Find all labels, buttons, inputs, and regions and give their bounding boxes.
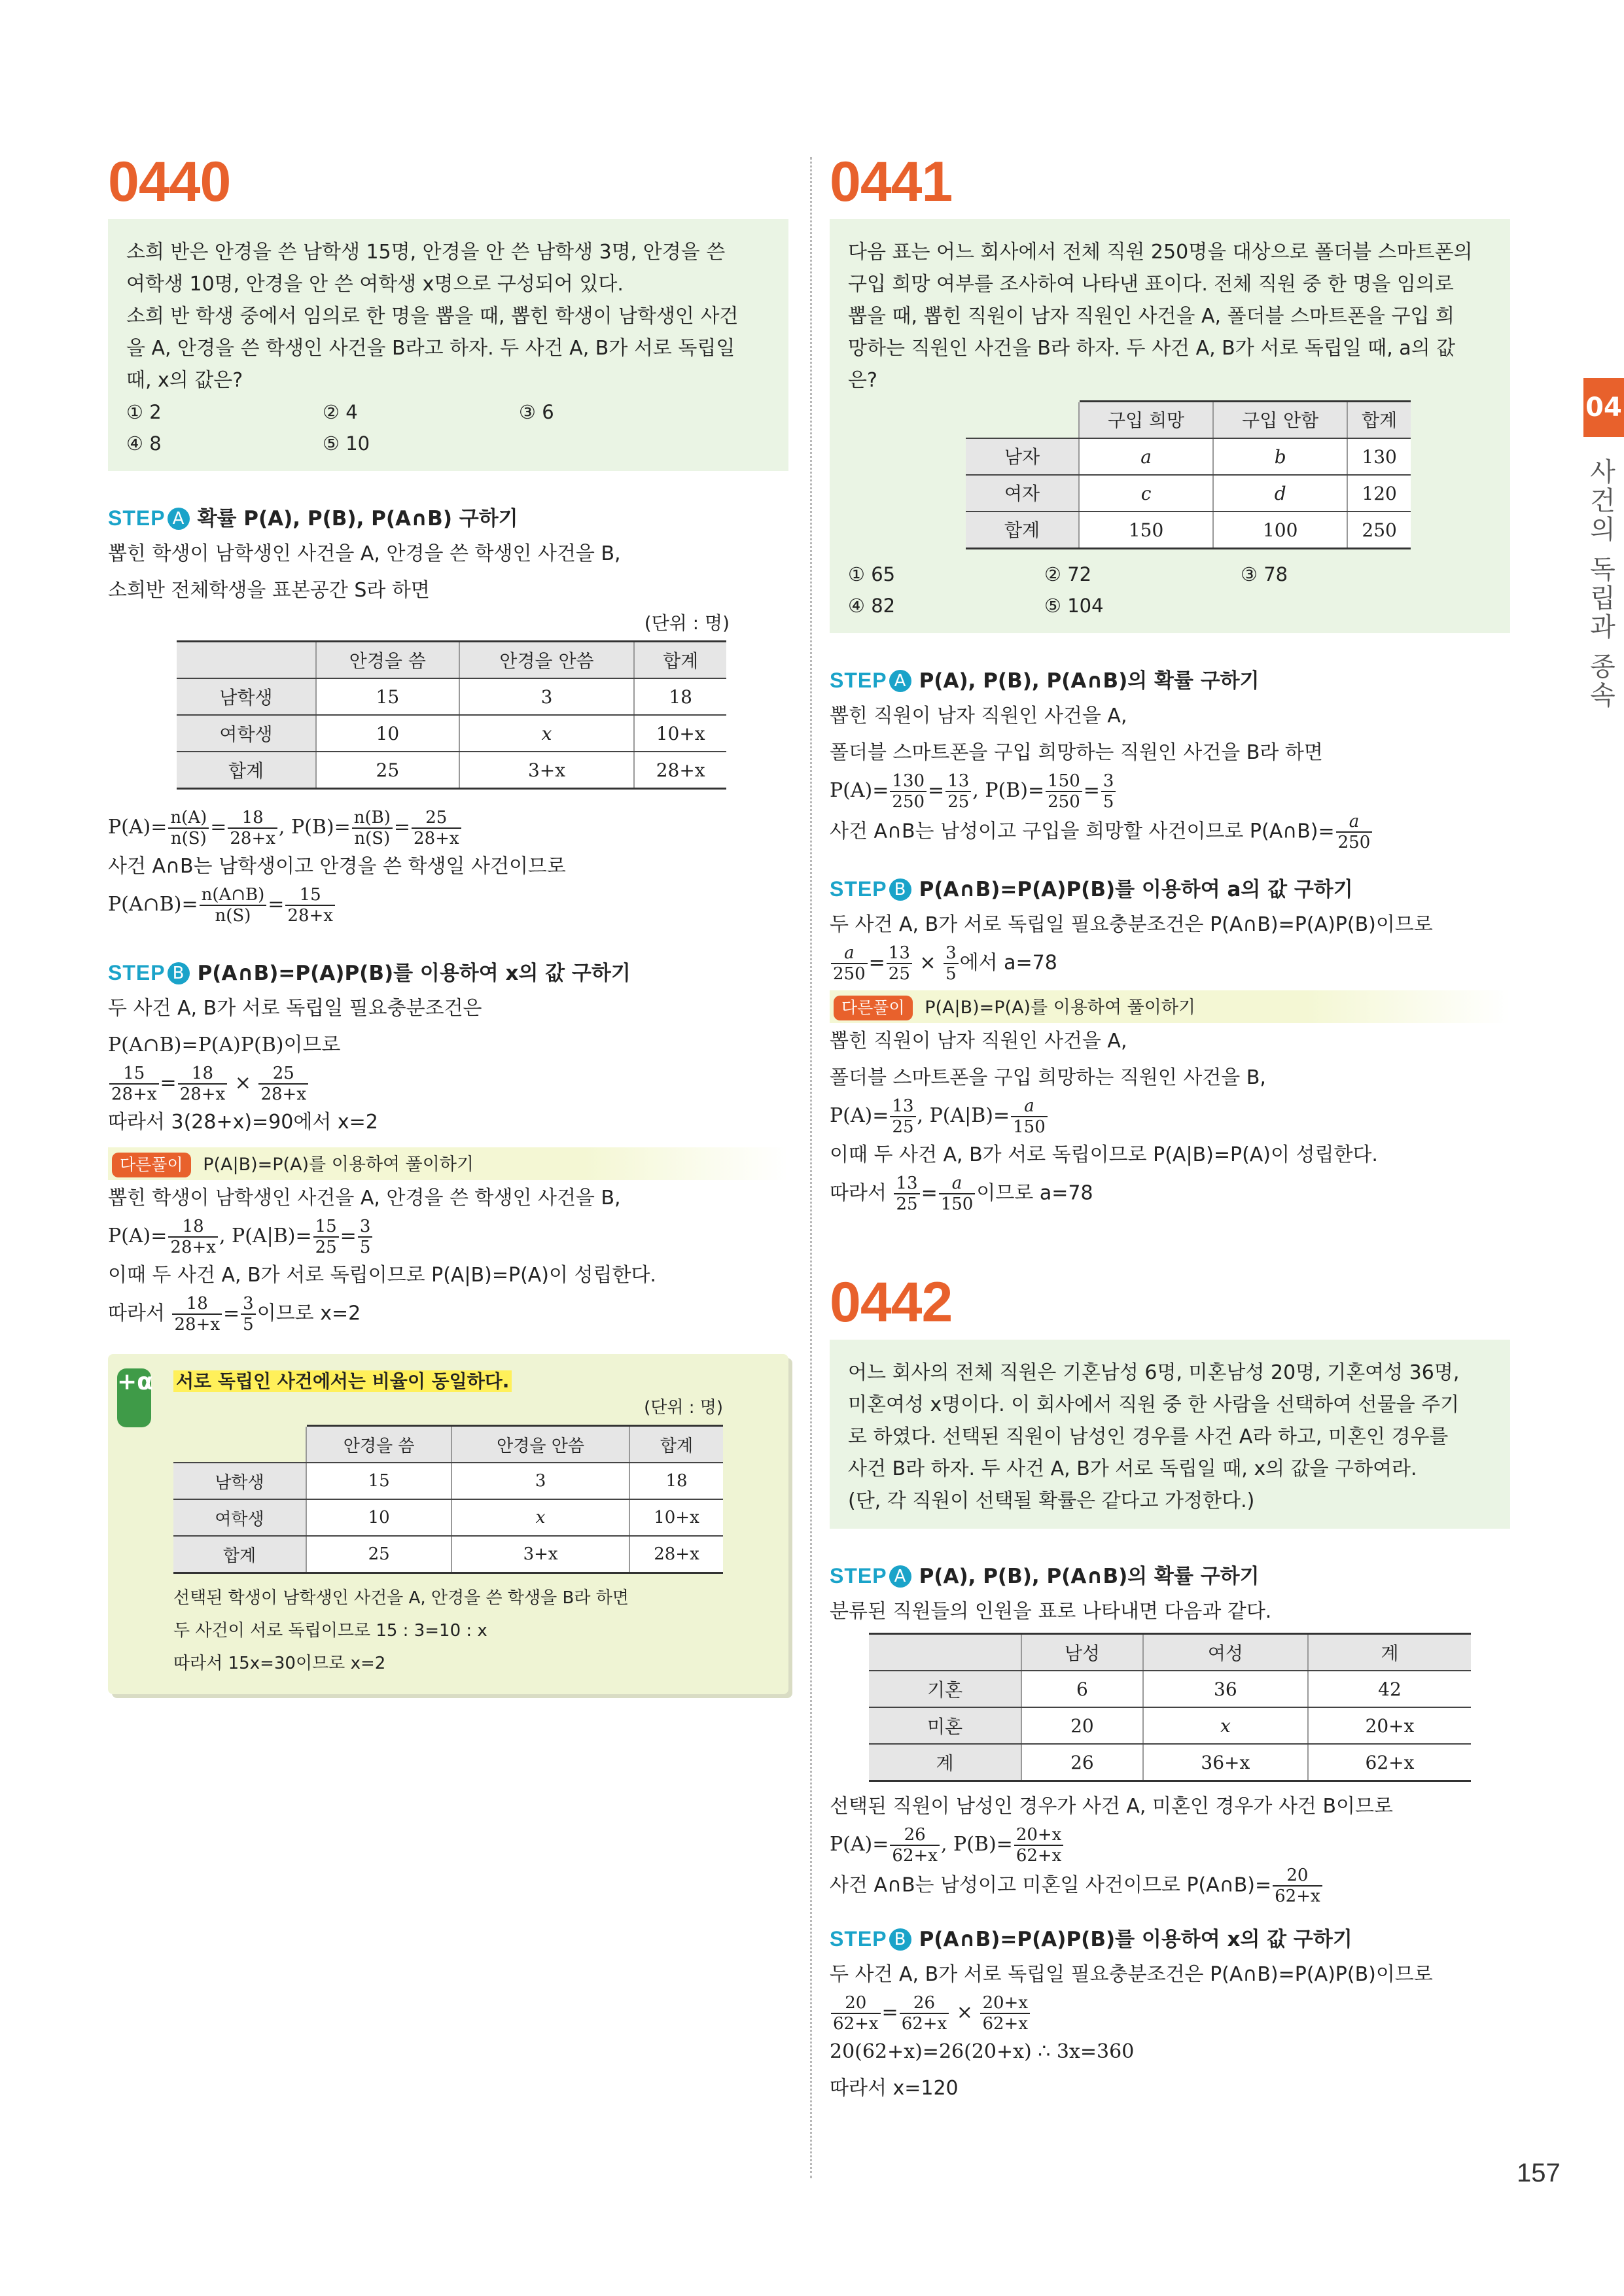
table-cell: b bbox=[1213, 438, 1347, 475]
question-line: 소희 반은 안경을 쓴 남학생 15명, 안경을 안 쓴 남학생 3명, 안경을 쓴 bbox=[126, 241, 726, 264]
step-a-heading bbox=[830, 663, 1510, 698]
step-title: P(A∩B)=P(A)P(B)를 이용하여 x의 값 구하기 bbox=[919, 1928, 1352, 1951]
numerator: 13 bbox=[945, 771, 971, 792]
solution-text: 분류된 직원들의 인원을 표로 나타내면 다음과 같다. bbox=[830, 1600, 1272, 1623]
numerator: 18 bbox=[228, 808, 277, 829]
table-row-header: 미혼 bbox=[869, 1707, 1021, 1744]
solution-text: 선택된 직원이 남성인 경우가 사건 A, 미혼인 경우가 사건 B이므로 bbox=[830, 1795, 1393, 1818]
question-line: 여학생 10명, 안경을 안 쓴 여학생 x명으로 구성되어 있다. bbox=[126, 273, 624, 296]
fraction bbox=[241, 1294, 256, 1334]
table-cell: 26 bbox=[1021, 1744, 1143, 1781]
step-title: P(A∩B)=P(A)P(B)를 이용하여 x의 값 구하기 bbox=[197, 962, 631, 985]
denominator: 5 bbox=[243, 1315, 254, 1334]
fraction bbox=[172, 1294, 222, 1334]
numerator: 15 bbox=[313, 1217, 339, 1238]
question-box bbox=[830, 1340, 1510, 1529]
plus-alpha-box bbox=[108, 1354, 788, 1694]
table-row-header: 합계 bbox=[966, 512, 1079, 549]
formula: P(A∩B)= $\frac{n(A\cap B)}{n(S)}$ = $\frac{15}{28+x}$ bbox=[108, 885, 788, 926]
table-cell: 6 bbox=[1021, 1671, 1143, 1707]
fraction bbox=[168, 808, 209, 848]
table-cell: x bbox=[1143, 1707, 1308, 1744]
choice: ① 2 bbox=[126, 401, 162, 423]
table-row-header: 남학생 bbox=[173, 1463, 306, 1499]
formula bbox=[830, 812, 1510, 852]
table-row-header: 남학생 bbox=[177, 678, 316, 715]
numerator: 15 bbox=[285, 885, 335, 906]
table-cell: x bbox=[451, 1499, 629, 1536]
table-cell: 130 bbox=[1347, 438, 1411, 475]
table-cell: 18 bbox=[634, 678, 726, 715]
table-cell: c bbox=[1079, 475, 1213, 512]
fraction bbox=[1011, 1096, 1048, 1137]
alt-title: P(A|B)=P(A)를 이용하여 풀이하기 bbox=[925, 998, 1195, 1018]
problem-0440 bbox=[108, 150, 788, 1694]
formula bbox=[108, 1064, 788, 1104]
solution-text: 폴더블 스마트폰을 구입 희망하는 직원인 사건을 B라 하면 bbox=[830, 741, 1323, 764]
solution-text: 20(62+x)=26(20+x) ∴ 3x=360 bbox=[830, 2040, 1135, 2063]
denominator: 5 bbox=[945, 964, 957, 984]
table-cell: 28+x bbox=[634, 752, 726, 789]
denominator: 25 bbox=[947, 792, 970, 812]
denominator: 28+x bbox=[111, 1085, 157, 1104]
question-box bbox=[108, 219, 788, 471]
step-title: P(A), P(B), P(A∩B)의 확률 구하기 bbox=[919, 669, 1260, 693]
numerator: a bbox=[939, 1174, 976, 1194]
denominator: 62+x bbox=[901, 2014, 947, 2034]
plus-alpha-icon: +α bbox=[117, 1368, 151, 1427]
denominator: n(S) bbox=[170, 829, 207, 848]
fraction bbox=[313, 1217, 339, 1257]
numerator: 3 bbox=[241, 1294, 256, 1315]
denominator: 28+x bbox=[287, 906, 333, 926]
table-cell: 25 bbox=[316, 752, 459, 789]
numerator: n(B) bbox=[352, 808, 393, 829]
fraction bbox=[831, 943, 868, 984]
fraction bbox=[890, 1096, 915, 1137]
problem-number: 0441 bbox=[830, 150, 953, 213]
formula-text: 따라서 bbox=[830, 1181, 893, 1205]
question-line: 미혼여성 x명이다. 이 회사에서 직원 중 한 사람을 선택하여 선물을 주기 bbox=[848, 1393, 1460, 1416]
table-row-header: 여학생 bbox=[177, 715, 316, 752]
question-line: 소희 반 학생 중에서 임의로 한 명을 뽑을 때, 뽑힌 학생이 남학생인 사건 bbox=[126, 305, 739, 328]
step-letter-icon: B bbox=[889, 1928, 911, 1951]
formula-text: 이므로 a=78 bbox=[976, 1181, 1093, 1205]
step-title: P(A∩B)=P(A)P(B)를 이용하여 a의 값 구하기 bbox=[919, 878, 1353, 901]
question-box bbox=[830, 219, 1510, 633]
solution-text: 따라서 3(28+x)=90에서 x=2 bbox=[108, 1111, 378, 1134]
formula-text: P(A)= bbox=[830, 1104, 889, 1127]
table-cell: 3 bbox=[459, 678, 635, 715]
denominator: 250 bbox=[1048, 792, 1080, 812]
fraction bbox=[939, 1174, 976, 1214]
choice: ③ 6 bbox=[519, 401, 554, 423]
numerator: n(A∩B) bbox=[200, 885, 267, 906]
denominator: 25 bbox=[888, 964, 910, 984]
numerator: 18 bbox=[172, 1294, 222, 1315]
solution-text: 뽑힌 학생이 남학생인 사건을 A, 안경을 쓴 학생인 사건을 B, bbox=[108, 542, 621, 565]
numerator: 26 bbox=[890, 1825, 940, 1846]
step-b-heading bbox=[830, 1922, 1510, 1957]
alt-badge: 다른풀이 bbox=[112, 1153, 191, 1177]
formula-text: × bbox=[956, 2001, 973, 2024]
fraction bbox=[980, 1993, 1030, 2034]
fraction bbox=[1273, 1866, 1322, 1906]
formula-text: P(A)= bbox=[830, 1833, 889, 1856]
fraction bbox=[258, 1064, 308, 1104]
solution-text: 사건 A∩B는 남성이고 구입을 희망할 사건이므로 P(A∩B)= bbox=[830, 820, 1335, 843]
question-line: 구입 희망 여부를 조사하여 나타낸 표이다. 전체 직원 중 한 명을 임의로 bbox=[848, 273, 1454, 296]
fraction bbox=[352, 808, 393, 848]
table-cell: 250 bbox=[1347, 512, 1411, 549]
numerator: 25 bbox=[412, 808, 461, 829]
denominator: 28+x bbox=[230, 829, 275, 848]
choice: ② 72 bbox=[1044, 563, 1092, 585]
fraction bbox=[178, 1064, 228, 1104]
step-label: STEP bbox=[830, 1564, 887, 1588]
numerator: 20 bbox=[1273, 1866, 1322, 1887]
fraction bbox=[890, 1825, 940, 1866]
tip-title: 서로 독립인 사건에서는 비율이 동일하다. bbox=[173, 1370, 512, 1392]
denominator: 28+x bbox=[414, 829, 459, 848]
unit-label: (단위 : 명) bbox=[644, 612, 730, 634]
formula-text: = bbox=[160, 1071, 177, 1094]
choice: ③ 78 bbox=[1241, 563, 1288, 585]
formula-text: P(A)= bbox=[108, 816, 168, 839]
table-cell: 10+x bbox=[629, 1499, 723, 1536]
table-cell: 25 bbox=[306, 1536, 451, 1573]
formula: 따라서 $\frac{18}{28+x}$ = $\frac{3}{5}$ 이므로 x=2 bbox=[108, 1294, 361, 1334]
table-header: 안경을 안씀 bbox=[451, 1426, 629, 1463]
alternate-solution-heading bbox=[108, 1147, 788, 1180]
numerator: 13 bbox=[894, 1174, 919, 1194]
table-cell: 10 bbox=[316, 715, 459, 752]
denominator: 150 bbox=[1013, 1117, 1046, 1137]
fraction bbox=[200, 885, 267, 926]
numerator: 3 bbox=[944, 943, 959, 964]
table-cell: 3+x bbox=[459, 752, 635, 789]
formula: P(A)= $\frac{n(A)}{n(S)}$ = $\frac{18}{28+x}$ , P(B)= $\frac{n(B)}{n(S)}$ = $\frac{25}{28+x}$ bbox=[108, 808, 788, 848]
table-row-header: 여자 bbox=[966, 475, 1079, 512]
formula-text: × bbox=[234, 1071, 251, 1094]
formula-text: 에서 a=78 bbox=[959, 951, 1057, 975]
step-letter-icon: A bbox=[168, 508, 190, 530]
table-header: 합계 bbox=[634, 642, 726, 679]
numerator: 13 bbox=[890, 1096, 915, 1117]
formula: P(A)= $\frac{130}{250}$ = $\frac{13}{25}$ , P(B)= $\frac{150}{250}$ = $\frac{3}{5}$ bbox=[830, 771, 1510, 812]
numerator: 26 bbox=[900, 1993, 949, 2014]
formula-text: , P(A|B)= bbox=[219, 1225, 312, 1247]
alternate-solution-heading bbox=[830, 990, 1510, 1023]
step-letter-icon: A bbox=[889, 1565, 911, 1588]
denominator: 250 bbox=[1337, 833, 1371, 852]
question-line: 을 A, 안경을 쓴 학생인 사건을 B라고 하자. 두 사건 A, B가 서로 독립일 bbox=[126, 337, 735, 360]
denominator: 28+x bbox=[174, 1315, 221, 1334]
tip-text: 따라서 15x=30이므로 x=2 bbox=[173, 1654, 386, 1673]
survey-table bbox=[966, 400, 1411, 549]
fraction bbox=[890, 771, 927, 812]
numerator: a bbox=[831, 943, 868, 964]
table-cell: 150 bbox=[1079, 512, 1213, 549]
table-cell: 18 bbox=[629, 1463, 723, 1499]
numerator: 18 bbox=[178, 1064, 228, 1085]
question-line: 뽑을 때, 뽑힌 직원이 남자 직원인 사건을 A, 폴더블 스마트폰을 구입 희 bbox=[848, 305, 1455, 328]
formula: $\frac{20}{62+x}$ = $\frac{26}{62+x}$ × $\frac{20+x}{62+x}$ bbox=[830, 1993, 1510, 2034]
fraction bbox=[944, 943, 959, 984]
table-cell bbox=[869, 1634, 1021, 1671]
step-letter-icon: B bbox=[168, 962, 190, 984]
numerator: 3 bbox=[358, 1217, 373, 1238]
solution-text: 두 사건 A, B가 서로 독립일 필요충분조건은 bbox=[108, 997, 482, 1020]
table-header: 여성 bbox=[1143, 1634, 1308, 1671]
fraction bbox=[228, 808, 277, 848]
solution-text: 사건 A∩B는 남성이고 미혼일 사건이므로 P(A∩B)= bbox=[830, 1873, 1272, 1897]
problem-number: 0442 bbox=[830, 1271, 953, 1334]
numerator: 130 bbox=[890, 771, 927, 792]
problem-0442 bbox=[830, 1271, 1510, 2107]
solution-text: 뽑힌 직원이 남자 직원인 사건을 A, bbox=[830, 1030, 1127, 1052]
alt-badge: 다른풀이 bbox=[834, 996, 913, 1020]
formula-text: 이므로 x=2 bbox=[256, 1302, 361, 1325]
question-line: 때, x의 값은? bbox=[126, 369, 243, 392]
choice: ④ 82 bbox=[848, 595, 896, 617]
solution-text: P(A∩B)=P(A)P(B)이므로 bbox=[108, 1034, 341, 1056]
step-label: STEP bbox=[108, 961, 166, 984]
step-label: STEP bbox=[830, 877, 887, 901]
table-cell bbox=[177, 642, 316, 679]
choice: ⑤ 10 bbox=[323, 432, 370, 455]
chapter-tab: 04 bbox=[1583, 378, 1624, 437]
step-b-heading bbox=[108, 956, 788, 990]
numerator: 150 bbox=[1046, 771, 1082, 792]
formula: P(A)= $\frac{18}{28+x}$ , P(A|B)= $\frac{15}{25}$ = $\frac{3}{5}$ bbox=[108, 1217, 788, 1257]
answer-choices bbox=[848, 559, 1492, 621]
formula-text: P(A)= bbox=[830, 779, 889, 802]
table-cell bbox=[966, 402, 1079, 439]
table-cell: d bbox=[1213, 475, 1347, 512]
denominator: 62+x bbox=[833, 2014, 879, 2034]
solution-text: 사건 A∩B는 남학생이고 안경을 쓴 학생일 사건이므로 bbox=[108, 855, 566, 878]
table-cell: a bbox=[1079, 438, 1213, 475]
table-cell: 120 bbox=[1347, 475, 1411, 512]
table-header: 안경을 씀 bbox=[306, 1426, 451, 1463]
solution-text: 뽑힌 학생이 남학생인 사건을 A, 안경을 쓴 학생인 사건을 B, bbox=[108, 1187, 621, 1209]
denominator: 25 bbox=[315, 1238, 337, 1257]
denominator: 150 bbox=[940, 1194, 974, 1214]
tip-text: 선택된 학생이 남학생인 사건을 A, 안경을 쓴 학생을 B라 하면 bbox=[173, 1588, 629, 1608]
table-header: 계 bbox=[1308, 1634, 1471, 1671]
table-cell: x bbox=[459, 715, 635, 752]
table-header: 합계 bbox=[629, 1426, 723, 1463]
step-a-heading bbox=[108, 501, 788, 536]
choice: ② 4 bbox=[323, 401, 358, 423]
question-line: 로 하였다. 선택된 직원이 남성인 경우를 사건 A라 하고, 미혼인 경우를 bbox=[848, 1425, 1449, 1448]
formula-text: P(A)= bbox=[108, 1225, 168, 1247]
table-cell: 100 bbox=[1213, 512, 1347, 549]
question-line: (단, 각 직원이 선택될 확률은 같다고 가정한다.) bbox=[848, 1489, 1255, 1512]
table-row-header: 여학생 bbox=[173, 1499, 306, 1536]
numerator: a bbox=[1011, 1096, 1048, 1117]
solution-text: 폴더블 스마트폰을 구입 희망하는 직원인 사건을 B, bbox=[830, 1066, 1266, 1089]
numerator: 18 bbox=[168, 1217, 218, 1238]
fraction bbox=[887, 943, 912, 984]
solution-text: 두 사건 A, B가 서로 독립일 필요충분조건은 P(A∩B)=P(A)P(B)이므로 bbox=[830, 913, 1433, 936]
denominator: 5 bbox=[359, 1238, 371, 1257]
denominator: 250 bbox=[892, 792, 925, 812]
formula bbox=[830, 1096, 1510, 1137]
tip-text: 두 사건이 서로 독립이므로 15 : 3=10 : x bbox=[173, 1621, 487, 1641]
chapter-title: 사건의 독립과 종속 bbox=[1585, 458, 1615, 710]
step-label: STEP bbox=[108, 506, 166, 530]
numerator: n(A) bbox=[168, 808, 209, 829]
formula-text: , P(B)= bbox=[278, 816, 351, 839]
table-cell: 42 bbox=[1308, 1671, 1471, 1707]
numerator: 20+x bbox=[980, 1993, 1030, 2014]
table-header: 안경을 씀 bbox=[316, 642, 459, 679]
step-title: 확률 P(A), P(B), P(A∩B) 구하기 bbox=[197, 507, 518, 531]
denominator: 250 bbox=[833, 964, 866, 984]
fraction bbox=[168, 1217, 218, 1257]
unit-label: (단위 : 명) bbox=[644, 1398, 723, 1418]
table-header: 구입 안함 bbox=[1213, 402, 1347, 439]
fraction bbox=[285, 885, 335, 926]
table-cell: 20 bbox=[1021, 1707, 1143, 1744]
solution-text: 이때 두 사건 A, B가 서로 독립이므로 P(A|B)=P(A)이 성립한다. bbox=[830, 1143, 1378, 1166]
numerator: 25 bbox=[258, 1064, 308, 1085]
step-letter-icon: B bbox=[889, 878, 911, 901]
table-cell: 28+x bbox=[629, 1536, 723, 1573]
step-title: P(A), P(B), P(A∩B)의 확률 구하기 bbox=[919, 1565, 1260, 1588]
solution-text: 뽑힌 직원이 남자 직원인 사건을 A, bbox=[830, 704, 1127, 727]
fraction bbox=[894, 1174, 919, 1214]
table-cell: 36+x bbox=[1143, 1744, 1308, 1781]
formula-text: 따라서 bbox=[108, 1302, 171, 1325]
table-cell: 3+x bbox=[451, 1536, 629, 1573]
table-row-header: 남자 bbox=[966, 438, 1079, 475]
problem-0441 bbox=[830, 150, 1510, 2107]
table-header: 합계 bbox=[1347, 402, 1411, 439]
formula-text: P(A∩B)= bbox=[108, 893, 198, 916]
numerator: 15 bbox=[109, 1064, 159, 1085]
table-row-header: 합계 bbox=[177, 752, 316, 789]
answer-choices bbox=[126, 396, 770, 459]
formula: $\frac{a}{250}$ = $\frac{13}{25}$ × $\frac{3}{5}$ 에서 a=78 bbox=[830, 943, 1510, 984]
solution-text: 두 사건 A, B가 서로 독립일 필요충분조건은 P(A∩B)=P(A)P(B)이므로 bbox=[830, 1963, 1433, 1986]
denominator: 28+x bbox=[260, 1085, 307, 1104]
numerator: 3 bbox=[1101, 771, 1116, 792]
denominator: 62+x bbox=[1275, 1887, 1320, 1906]
table-cell: 10+x bbox=[634, 715, 726, 752]
question-line: 어느 회사의 전체 직원은 기혼남성 6명, 미혼남성 20명, 기혼여성 36명, bbox=[848, 1361, 1460, 1384]
denominator: 28+x bbox=[170, 1238, 216, 1257]
table-cell: 20+x bbox=[1308, 1707, 1471, 1744]
fraction bbox=[900, 1993, 949, 2034]
table-row-header: 기혼 bbox=[869, 1671, 1021, 1707]
formula bbox=[830, 1825, 1510, 1866]
denominator: 62+x bbox=[892, 1846, 938, 1866]
choice: ⑤ 104 bbox=[1044, 595, 1104, 617]
staff-table bbox=[869, 1633, 1471, 1782]
numerator: a bbox=[1336, 812, 1373, 833]
denominator: 62+x bbox=[982, 2014, 1029, 2034]
formula-text: , P(A|B)= bbox=[917, 1104, 1010, 1127]
fraction bbox=[1101, 771, 1116, 812]
fraction bbox=[831, 1993, 881, 2034]
numerator: 20+x bbox=[1014, 1825, 1064, 1846]
denominator: 5 bbox=[1103, 792, 1114, 812]
question-line: 다음 표는 어느 회사에서 전체 직원 250명을 대상으로 폴더블 스마트폰의 bbox=[848, 241, 1473, 264]
step-b-heading bbox=[830, 872, 1510, 907]
column-divider bbox=[810, 157, 812, 2178]
fraction bbox=[412, 808, 461, 848]
step-label: STEP bbox=[830, 669, 887, 692]
fraction bbox=[109, 1064, 159, 1104]
step-letter-icon: A bbox=[889, 670, 911, 692]
fraction bbox=[1336, 812, 1373, 852]
table-cell: 3 bbox=[451, 1463, 629, 1499]
table-row-header: 계 bbox=[869, 1744, 1021, 1781]
fraction bbox=[358, 1217, 373, 1257]
denominator: 28+x bbox=[179, 1085, 226, 1104]
table-cell: 15 bbox=[316, 678, 459, 715]
choice: ④ 8 bbox=[126, 432, 162, 455]
formula: 따라서 $\frac{13}{25}$ = $\frac{a}{150}$ 이므로 a=78 bbox=[830, 1174, 1093, 1214]
table-row-header: 합계 bbox=[173, 1536, 306, 1573]
formula-text: × bbox=[919, 951, 936, 975]
page-number: 157 bbox=[1517, 2159, 1561, 2187]
formula bbox=[830, 1866, 1510, 1906]
table-header: 구입 희망 bbox=[1079, 402, 1213, 439]
question-line: 망하는 직원인 사건을 B라 하자. 두 사건 A, B가 서로 독립일 때, a의 값 bbox=[848, 337, 1456, 360]
denominator: n(S) bbox=[354, 829, 391, 848]
fraction bbox=[1046, 771, 1082, 812]
numerator: 13 bbox=[887, 943, 912, 964]
table-cell: 62+x bbox=[1308, 1744, 1471, 1781]
tip-table bbox=[173, 1425, 723, 1574]
step-label: STEP bbox=[830, 1927, 887, 1951]
denominator: n(S) bbox=[215, 906, 251, 926]
table-cell: 36 bbox=[1143, 1671, 1308, 1707]
fraction bbox=[1014, 1825, 1064, 1866]
fraction bbox=[945, 771, 971, 812]
frequency-table bbox=[177, 640, 726, 790]
numerator: 20 bbox=[831, 1993, 881, 2014]
alt-title: P(A|B)=P(A)를 이용하여 풀이하기 bbox=[203, 1155, 474, 1175]
table-cell: 10 bbox=[306, 1499, 451, 1536]
denominator: 25 bbox=[896, 1194, 918, 1214]
table-header: 남성 bbox=[1021, 1634, 1143, 1671]
question-line: 사건 B라 하자. 두 사건 A, B가 서로 독립일 때, x의 값을 구하여라. bbox=[848, 1457, 1417, 1480]
solution-text: 따라서 x=120 bbox=[830, 2077, 959, 2100]
table-cell bbox=[173, 1426, 306, 1463]
problem-number: 0440 bbox=[108, 150, 231, 213]
question-line: 은? bbox=[848, 369, 877, 392]
table-header: 안경을 안씀 bbox=[459, 642, 635, 679]
denominator: 25 bbox=[892, 1117, 914, 1137]
formula-text: , P(B)= bbox=[940, 1833, 1013, 1856]
formula-text: , P(B)= bbox=[972, 779, 1045, 802]
choice: ① 65 bbox=[848, 563, 896, 585]
table-cell: 15 bbox=[306, 1463, 451, 1499]
solution-text: 소희반 전체학생을 표본공간 S라 하면 bbox=[108, 579, 430, 602]
denominator: 62+x bbox=[1015, 1846, 1062, 1866]
step-a-heading bbox=[830, 1559, 1510, 1593]
solution-text: 이때 두 사건 A, B가 서로 독립이므로 P(A|B)=P(A)이 성립한다. bbox=[108, 1264, 656, 1287]
